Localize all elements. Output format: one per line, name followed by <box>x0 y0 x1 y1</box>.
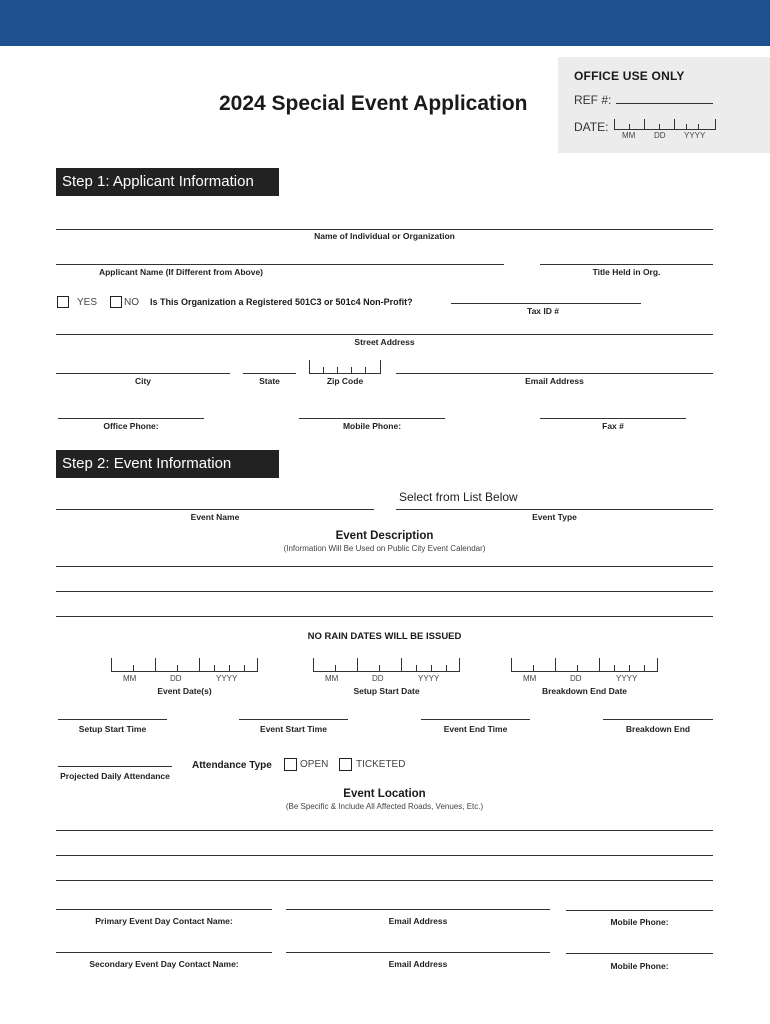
office-date-field[interactable] <box>614 119 716 129</box>
ticketed-label: TICKETED <box>356 759 406 770</box>
step2-heading: Step 2: Event Information <box>56 450 279 478</box>
event-start-time-label: Event Start Time <box>260 724 327 734</box>
ticketed-checkbox[interactable] <box>339 758 352 771</box>
setup-date-yyyy: YYYY <box>418 674 440 683</box>
location-line[interactable] <box>56 880 713 881</box>
setup-date-dd: DD <box>372 674 384 683</box>
state-label: State <box>259 376 280 386</box>
event-end-time-label: Event End Time <box>443 724 508 734</box>
street-field[interactable] <box>56 334 713 335</box>
event-type-label: Event Type <box>532 512 577 522</box>
breakdown-date-dd: DD <box>570 674 582 683</box>
event-date-yyyy: YYYY <box>216 674 238 683</box>
email-label: Email Address <box>525 376 584 386</box>
event-date-mm: MM <box>123 674 137 683</box>
page-title: 2024 Special Event Application <box>219 92 528 115</box>
event-description-sub: (Information Will Be Used on Public City Event Calendar) <box>283 544 486 553</box>
org-name-field[interactable] <box>56 229 713 230</box>
location-line[interactable] <box>56 830 713 831</box>
secondary-email-field[interactable] <box>286 952 550 953</box>
secondary-contact-field[interactable] <box>56 952 272 953</box>
title-held-field[interactable] <box>540 264 713 265</box>
zip-label: Zip Code <box>326 376 364 386</box>
setup-start-time-field[interactable] <box>58 719 167 720</box>
breakdown-end-time-field[interactable] <box>603 719 713 720</box>
projected-attendance-label: Projected Daily Attendance <box>60 771 170 781</box>
primary-mobile-field[interactable] <box>566 910 713 911</box>
primary-contact-label: Primary Event Day Contact Name: <box>95 916 233 926</box>
event-location-heading: Event Location <box>343 788 426 800</box>
primary-contact-field[interactable] <box>56 909 272 910</box>
secondary-email-label: Email Address <box>388 959 448 969</box>
office-phone-label: Office Phone: <box>103 421 159 431</box>
applicant-name-label: Applicant Name (If Different from Above) <box>98 267 264 277</box>
city-label: City <box>134 376 152 386</box>
fax-label: Fax # <box>602 421 624 431</box>
setup-start-time-label: Setup Start Time <box>78 724 147 734</box>
open-label: OPEN <box>300 759 329 770</box>
description-line[interactable] <box>56 591 713 592</box>
event-name-label: Event Name <box>190 512 240 522</box>
description-line[interactable] <box>56 616 713 617</box>
secondary-contact-label: Secondary Event Day Contact Name: <box>89 959 239 969</box>
step1-heading: Step 1: Applicant Information <box>56 168 279 196</box>
office-dd-label: DD <box>654 131 666 140</box>
tax-id-label: Tax ID # <box>527 306 559 316</box>
secondary-mobile-field[interactable] <box>566 953 713 954</box>
street-label: Street Address <box>354 337 415 347</box>
no-rain-notice: NO RAIN DATES WILL BE ISSUED <box>307 631 462 642</box>
secondary-mobile-label: Mobile Phone: <box>610 961 669 971</box>
event-dates-label: Event Date(s) <box>157 686 212 696</box>
event-name-field[interactable] <box>56 509 374 510</box>
breakdown-end-date-label: Breakdown End Date <box>541 686 628 696</box>
event-start-time-field[interactable] <box>239 719 348 720</box>
breakdown-date-mm: MM <box>523 674 537 683</box>
mobile-phone-field[interactable] <box>299 418 445 419</box>
primary-email-field[interactable] <box>286 909 550 910</box>
event-location-sub: (Be Specific & Include All Affected Roads, Venues, Etc.) <box>285 802 484 811</box>
email-field[interactable] <box>396 373 713 374</box>
event-date-dd: DD <box>170 674 182 683</box>
event-type-select[interactable]: Select from List Below <box>399 490 518 504</box>
applicant-name-field[interactable] <box>56 264 504 265</box>
tax-id-field[interactable] <box>451 303 641 304</box>
yes-checkbox[interactable] <box>57 296 69 308</box>
yes-label: YES <box>77 297 98 308</box>
event-date-field[interactable] <box>111 658 258 671</box>
event-type-underline <box>396 509 713 510</box>
top-banner <box>0 0 770 46</box>
primary-email-label: Email Address <box>388 916 448 926</box>
event-end-time-field[interactable] <box>421 719 530 720</box>
office-mm-label: MM <box>622 131 636 140</box>
breakdown-end-date-field[interactable] <box>511 658 658 671</box>
description-line[interactable] <box>56 566 713 567</box>
fax-field[interactable] <box>540 418 686 419</box>
setup-start-date-field[interactable] <box>313 658 460 671</box>
event-description-heading: Event Description <box>335 530 434 542</box>
no-label: NO <box>124 297 139 308</box>
office-phone-field[interactable] <box>58 418 204 419</box>
date-label: DATE: <box>574 120 609 134</box>
org-name-label: Name of Individual or Organization <box>314 231 455 241</box>
ref-field[interactable] <box>616 103 713 104</box>
breakdown-date-yyyy: YYYY <box>616 674 638 683</box>
projected-attendance-field[interactable] <box>58 766 172 767</box>
state-field[interactable] <box>243 373 296 374</box>
attendance-type-label: Attendance Type <box>192 760 272 771</box>
breakdown-end-label: Breakdown End <box>625 724 691 734</box>
office-yyyy-label: YYYY <box>684 131 706 140</box>
location-line[interactable] <box>56 855 713 856</box>
mobile-phone-label: Mobile Phone: <box>342 421 402 431</box>
title-held-label: Title Held in Org. <box>592 267 661 277</box>
setup-date-mm: MM <box>325 674 339 683</box>
ref-label: REF #: <box>574 93 612 107</box>
no-checkbox[interactable] <box>110 296 122 308</box>
zip-field[interactable] <box>309 360 381 373</box>
open-checkbox[interactable] <box>284 758 297 771</box>
office-use-title: OFFICE USE ONLY <box>574 69 685 83</box>
city-field[interactable] <box>56 373 230 374</box>
nonprofit-question: Is This Organization a Registered 501C3 or 501c4 Non-Profit? <box>150 297 413 307</box>
setup-start-date-label: Setup Start Date <box>353 686 420 696</box>
primary-mobile-label: Mobile Phone: <box>610 917 669 927</box>
